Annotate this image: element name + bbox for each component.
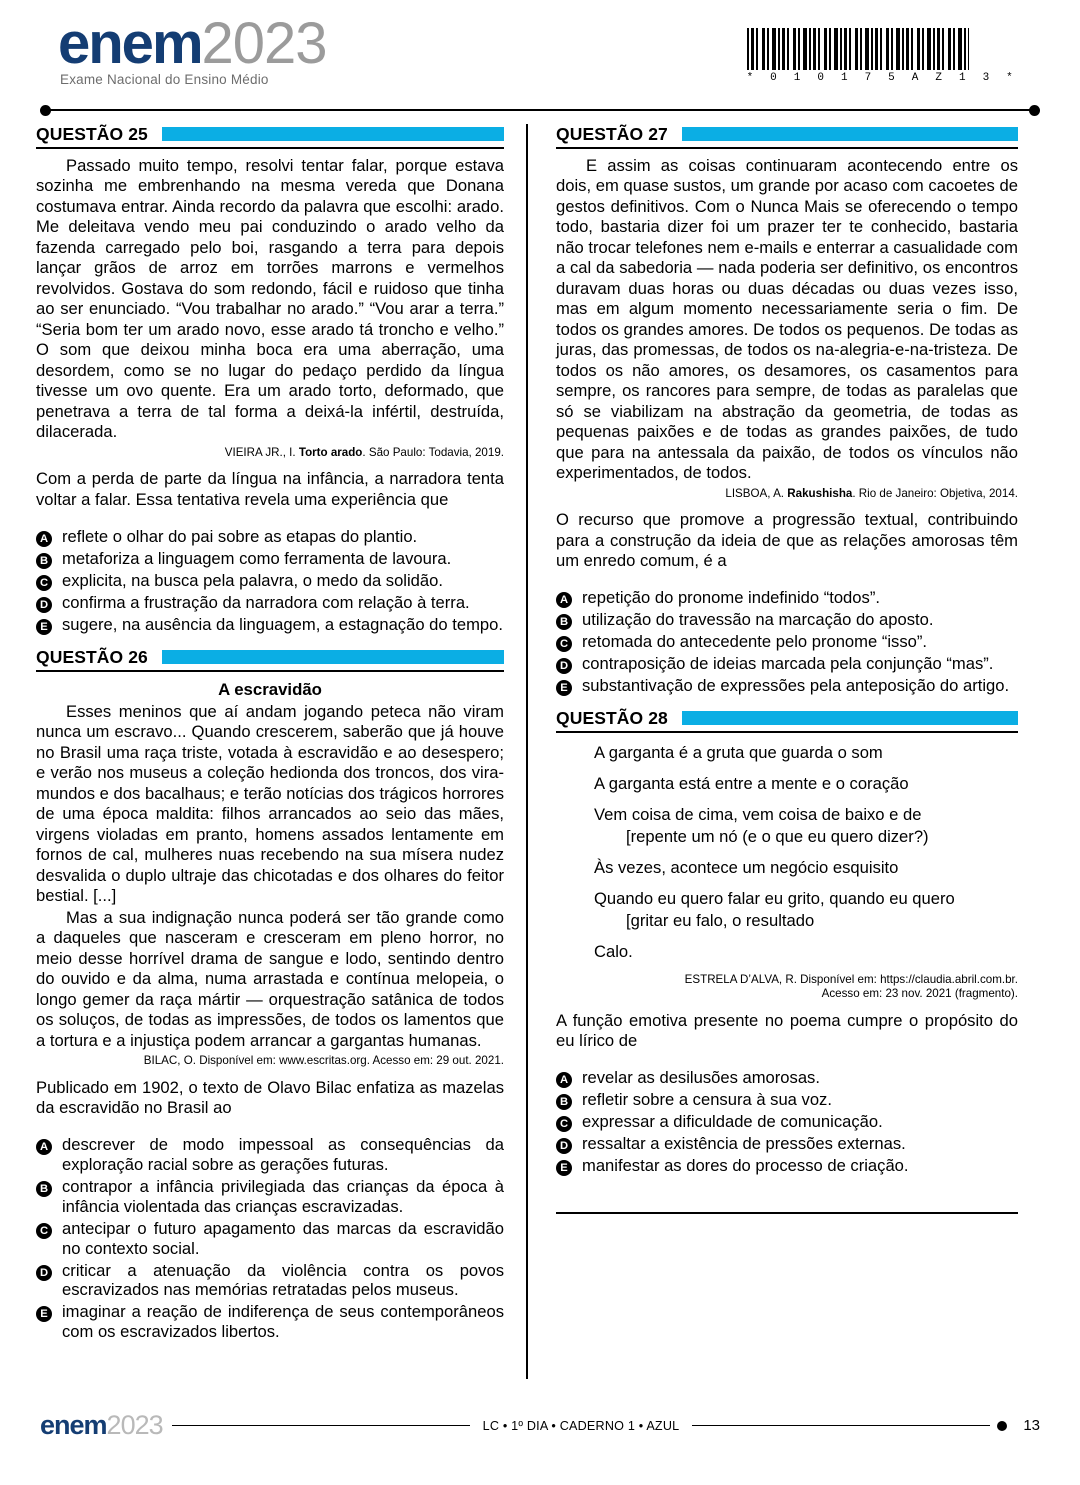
alternative-e[interactable] bbox=[36, 1302, 504, 1342]
alternative-text: ressaltar a existência de pressões externas. bbox=[582, 1134, 906, 1154]
question-26-alternatives bbox=[36, 1135, 504, 1342]
alternative-text: manifestar as dores do processo de criação. bbox=[582, 1156, 909, 1176]
alternative-text: repetição do pronome indefinido “todos”. bbox=[582, 588, 880, 608]
question-28-poem bbox=[556, 743, 1018, 961]
question-27-prompt: O recurso que promove a progressão textual, contribuindo para a construção da ideia de que as relações amorosas têm um enredo comum, é a bbox=[556, 510, 1018, 571]
content-columns bbox=[36, 124, 1044, 1379]
enem-logo-text bbox=[58, 11, 327, 76]
question-28-prompt: A função emotiva presente no poema cumpre o propósito do eu lírico de bbox=[556, 1010, 1018, 1050]
alternative-letter: D bbox=[36, 593, 62, 613]
alternative-letter: E bbox=[556, 1156, 582, 1176]
header-divider bbox=[40, 104, 1040, 116]
alternative-letter: E bbox=[556, 676, 582, 696]
alternative-text: refletir sobre a censura à sua voz. bbox=[582, 1090, 832, 1110]
alternative-letter: C bbox=[556, 632, 582, 652]
barcode-number: * 0 1 0 1 7 5 A Z 1 3 * bbox=[746, 72, 1018, 84]
question-accent-bar bbox=[682, 711, 1018, 725]
alternative-text: confirma a frustração da narradora com relação à terra. bbox=[62, 592, 470, 612]
divider-dot-right-icon bbox=[1029, 105, 1040, 116]
question-25-prompt: Com a perda de parte da língua na infância, a narradora tenta voltar a falar. Essa tentativa revela uma experiência que bbox=[36, 469, 504, 509]
alternative-letter: D bbox=[36, 1261, 62, 1281]
source-line-2: Acesso em: 23 nov. 2021 (fragmento). bbox=[821, 987, 1018, 1001]
poem-line: Calo. bbox=[594, 941, 633, 961]
footer-line-right bbox=[692, 1425, 990, 1427]
question-27-passage: E assim as coisas continuaram acontecendo entre os dois, em quase sustos, um grande por acaso com cacoetes de gestos definitivos. Com o Nunca Mais se oferecendo o tempo todo, bastaria dizer foi um prazer ter te conhecido, bastaria não trocar telefones nem e-mails e enterrar a casualidade com a cal da sabedoria — nada poderia ser definitivo, os encontros duravam duas horas ou duas décadas ou duas vezes isso, mas em algum momento necessariamente seria o fim. De todos os grandes amores. De todos os pequenos. De todas as juras, das promessas, de todos os na-alegria-e-na-tristeza. De todos os não amores, os desamores, os casamentos para sempre, os rancores para sempre, de todas as paralelas que só se viabilizam na abstração da geometria, de todas as pequenas paixões e de todas as grandes paixões, de tudo que para na antessala da paixão, de todos os vínculos não experimentados, de todos. bbox=[556, 156, 1018, 483]
question-25-alternatives bbox=[36, 527, 504, 635]
footer-enem-logo bbox=[40, 1412, 163, 1439]
alternative-letter: C bbox=[556, 1112, 582, 1132]
alternative-letter: A bbox=[556, 1068, 582, 1088]
alternative-text: utilização do travessão na marcação do aposto. bbox=[582, 610, 934, 630]
alternative-letter: E bbox=[36, 1302, 62, 1322]
question-27-alternatives bbox=[556, 588, 1018, 696]
alternative-text: expressar a dificuldade de comunicação. bbox=[582, 1112, 883, 1132]
alternative-letter: B bbox=[556, 1090, 582, 1110]
enem-logo-subtitle: Exame Nacional do Ensino Médio bbox=[60, 72, 269, 88]
alternative-letter: A bbox=[36, 1135, 62, 1155]
alternative-text: metaforiza a linguagem como ferramenta de lavoura. bbox=[62, 548, 452, 568]
alternative-letter: A bbox=[556, 588, 582, 608]
alternative-text: antecipar o futuro apagamento das marcas da escravidão no contexto social. bbox=[62, 1218, 504, 1258]
poem-line: Vem coisa de cima, vem coisa de baixo e de bbox=[594, 805, 922, 825]
question-accent-bar bbox=[162, 650, 504, 664]
alternative-text: sugere, na ausência da linguagem, a estagnação do tempo. bbox=[62, 614, 503, 634]
question-25-passage: Passado muito tempo, resolvi tentar falar, porque estava sozinha me embrenhando na mesma vereda que Donana costumava entrar. Ainda recordo da palavra que escolhi: arado. Me deleitava vendo meu pai conduzindo o arado velho da fazenda carregado pelo boi, rasgando a terra para depois lançar grãos de arroz em torrões marrons e vermelhos revolvidos. Gostava do som redondo, fácil e ruidoso que tinha ao ser enunciado. “Vou trabalhar no arado.” “Vou arar a terra.” “Seria bom ter um arado novo, esse arado tá troncho e velho.” O som que deixou minha boca era uma aberração, uma desordem, como se no lugar do pedaço perdido da língua tivesse um ovo quente. Era um arado torto, deformado, que penetrava a terra de tal forma a deixá-la infértil, destruída, dilacerada. bbox=[36, 156, 504, 442]
question-header-26 bbox=[36, 647, 504, 672]
alternative-b[interactable] bbox=[36, 1177, 504, 1217]
footer-line-left bbox=[172, 1425, 470, 1427]
question-header-28 bbox=[556, 708, 1018, 733]
alternative-e[interactable] bbox=[556, 676, 1018, 696]
barcode-bars-icon bbox=[747, 28, 969, 70]
question-25-source bbox=[36, 446, 504, 460]
alternative-letter: E bbox=[36, 615, 62, 635]
source-title: Torto arado bbox=[298, 445, 363, 459]
question-28-source bbox=[556, 973, 1018, 1002]
question-28-alternatives bbox=[556, 1068, 1018, 1176]
question-accent-bar bbox=[682, 127, 1018, 141]
question-26-text-title: A escravidão bbox=[218, 679, 322, 699]
question-26-source bbox=[36, 1054, 504, 1068]
question-26-passage-2: Mas a sua indignação nunca poderá ser tão grande como a daqueles que nasceram e cresceram em pleno horror, no meio desse horrível drama de sangue e lodo, sentindo dentro do ouvido e da alma, numa arrastada e contínua melopeia, o longo gemer da raça mártir — orquestração satânica de todos os soluços, de todas as impressões, de todos os lamentos que a tortura e a injustiça podem arrancar a gargantas humanas. bbox=[36, 907, 504, 1050]
alternative-c[interactable] bbox=[556, 632, 1018, 652]
poem-line: A garganta é a gruta que guarda o som bbox=[594, 743, 883, 763]
alternative-a[interactable] bbox=[36, 1135, 504, 1175]
alternative-c[interactable] bbox=[36, 1219, 504, 1259]
alternative-text: explicita, na busca pela palavra, o medo da solidão. bbox=[62, 570, 443, 590]
source-pre: BILAC, O. Disponível em: www.escritas.org. Acesso em: 29 out. 2021. bbox=[143, 1054, 504, 1068]
alternative-a[interactable] bbox=[36, 527, 504, 547]
poem-line: Quando eu quero falar eu grito, quando eu quero bbox=[594, 888, 955, 908]
alternative-c[interactable] bbox=[556, 1112, 1018, 1132]
alternative-letter: A bbox=[36, 527, 62, 547]
alternative-b[interactable] bbox=[36, 549, 504, 569]
question-label-28: QUESTÃO 28 bbox=[556, 708, 668, 729]
alternative-b[interactable] bbox=[556, 1090, 1018, 1110]
source-post: . Rio de Janeiro: Objetiva, 2014. bbox=[852, 486, 1018, 500]
alternative-text: criticar a atenuação da violência contra os povos escravizados nas memórias retratadas pelos museus. bbox=[62, 1260, 504, 1300]
right-column bbox=[534, 124, 1018, 1379]
divider-line bbox=[46, 109, 1034, 111]
alternative-text: contraposição de ideias marcada pela conjunção “mas”. bbox=[582, 654, 994, 674]
page-number: 13 bbox=[1023, 1417, 1041, 1434]
enem-logo-year: 2023 bbox=[201, 11, 327, 76]
page-footer bbox=[40, 1412, 1040, 1439]
question-26-passage-1: Esses meninos que aí andam jogando peteca não viram nunca um escravo... Quando crescerem, saberão que já houve no Brasil uma raça triste, votada à escravidão e ao desespero; e verão nos museus a coleção hedionda dos troncos, dos vira-mundos e dos bacalhaus; e terão notícias dos trágicos horrores de uma época maldita: filhos arrancados ao seio das mães, virgens violadas em pranto, homens assados lentamente em fornos de cal, mulheres nuas recebendo na sua mísera nudez desvalida o duplo ultraje das chicotadas e dos olhares do feitor bestial. [...] bbox=[36, 701, 504, 906]
barcode bbox=[747, 14, 1046, 84]
source-pre: LISBOA, A. bbox=[725, 486, 788, 500]
alternative-letter: B bbox=[556, 610, 582, 630]
question-accent-bar bbox=[162, 127, 504, 141]
alternative-letter: C bbox=[36, 1219, 62, 1239]
enem-logo-word: enem bbox=[58, 11, 202, 76]
page-header bbox=[0, 0, 1080, 100]
alternative-e[interactable] bbox=[556, 1156, 1018, 1176]
poem-line-continuation: [gritar eu falo, o resultado bbox=[626, 910, 815, 930]
question-26-prompt: Publicado em 1902, o texto de Olavo Bilac enfatiza as mazelas da escravidão no Brasil ao bbox=[36, 1077, 504, 1118]
column-divider bbox=[526, 124, 528, 1379]
enem-logo bbox=[34, 11, 327, 88]
question-label-27: QUESTÃO 27 bbox=[556, 124, 668, 144]
alternative-text: descrever de modo impessoal as consequências da exploração racial sobre as gerações futuras. bbox=[62, 1135, 504, 1175]
alternative-b[interactable] bbox=[556, 610, 1018, 630]
footer-logo-year: 2023 bbox=[106, 1410, 163, 1440]
poem-line: A garganta está entre a mente e o coração bbox=[594, 774, 909, 794]
alternative-letter: D bbox=[556, 1134, 582, 1154]
question-27-source bbox=[556, 487, 1018, 501]
footer-dot-icon bbox=[997, 1421, 1007, 1431]
alternative-e[interactable] bbox=[36, 615, 504, 635]
alternative-a[interactable] bbox=[556, 1068, 1018, 1088]
footer-exam-info: LC • 1º DIA • CADERNO 1 • AZUL bbox=[482, 1418, 680, 1433]
alternative-letter: D bbox=[556, 654, 582, 674]
alternative-text: reflete o olhar do pai sobre as etapas do plantio. bbox=[62, 526, 418, 546]
alternative-d[interactable] bbox=[36, 593, 504, 613]
source-line-1: ESTRELA D’ALVA, R. Disponível em: https://claudia.abril.com.br. bbox=[684, 972, 1018, 986]
poem-line: Às vezes, acontece um negócio esquisito bbox=[594, 857, 899, 877]
left-column bbox=[36, 124, 520, 1379]
alternative-a[interactable] bbox=[556, 588, 1018, 608]
question-label-26: QUESTÃO 26 bbox=[36, 646, 148, 667]
alternative-letter: B bbox=[36, 549, 62, 569]
alternative-letter: C bbox=[36, 571, 62, 591]
question-label-25: QUESTÃO 25 bbox=[36, 124, 148, 144]
section-closing-rule bbox=[556, 1212, 1018, 1214]
alternative-text: revelar as desilusões amorosas. bbox=[582, 1068, 820, 1088]
poem-line-continuation: [repente um nó (e o que eu quero dizer?) bbox=[626, 827, 929, 846]
source-title: Rakushisha bbox=[787, 486, 853, 500]
alternative-d[interactable] bbox=[556, 1134, 1018, 1154]
alternative-d[interactable] bbox=[556, 654, 1018, 674]
source-pre: VIEIRA JR., I. bbox=[224, 445, 299, 459]
question-header-25 bbox=[36, 124, 504, 149]
alternative-c[interactable] bbox=[36, 571, 504, 591]
alternative-d[interactable] bbox=[36, 1261, 504, 1301]
alternative-letter: B bbox=[36, 1177, 62, 1197]
alternative-text: substantivação de expressões pela anteposição do artigo. bbox=[582, 676, 1010, 696]
footer-logo-word: enem bbox=[40, 1410, 107, 1440]
alternative-text: retomada do antecedente pelo pronome “isso”. bbox=[582, 632, 927, 652]
source-post: . São Paulo: Todavia, 2019. bbox=[362, 445, 504, 459]
alternative-text: contrapor a infância privilegiada das crianças da época à infância violentada das crianças escravizadas. bbox=[62, 1176, 504, 1216]
alternative-text: imaginar a reação de indiferença de seus contemporâneos com os escravizados libertos. bbox=[62, 1302, 504, 1342]
question-header-27 bbox=[556, 124, 1018, 149]
